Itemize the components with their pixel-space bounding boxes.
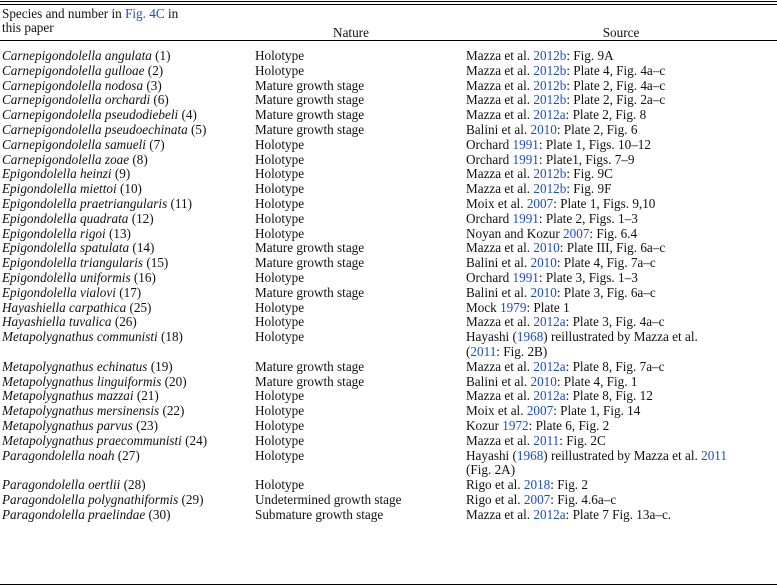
species-number: (26)	[111, 314, 137, 330]
species-number: (15)	[143, 255, 169, 271]
source-text: : Fig. 2B)	[496, 343, 548, 359]
species-number: (4)	[178, 107, 197, 123]
species-cell	[0, 108, 255, 123]
source-text: : Plate 2, Fig. 4a–c	[566, 77, 666, 93]
species-number: (6)	[150, 92, 169, 108]
source-year-link[interactable]: 1991	[512, 210, 539, 226]
header-nature: Nature	[333, 25, 369, 40]
table-row	[0, 360, 777, 375]
species-name: Metapolygnathus communisti	[2, 329, 158, 345]
nature-cell: Holotype	[255, 314, 305, 330]
source-year-link[interactable]: 2010	[530, 121, 557, 137]
source-text: Balini et al.	[466, 255, 531, 271]
nature-cell: Holotype	[255, 210, 305, 226]
table-row	[0, 419, 777, 434]
source-text: : Fig. 9A	[566, 48, 614, 63]
nature-cell: Holotype	[255, 48, 305, 63]
header-species	[2, 7, 232, 40]
source-year-link[interactable]: 2011	[701, 447, 727, 463]
species-cell	[0, 360, 255, 375]
source-cell	[466, 123, 777, 138]
source-year-link[interactable]: 2010	[530, 255, 557, 271]
species-name: Epigondolella triangularis	[2, 255, 144, 271]
species-number: (16)	[130, 269, 156, 285]
species-name: Carnepigondolella pseudodiebeli	[2, 107, 179, 123]
source-cell	[466, 389, 777, 404]
species-cell	[0, 449, 255, 464]
header-source: Source	[602, 25, 640, 40]
source-text: Mazza et al.	[466, 92, 534, 108]
species-name: Carnepigondolella samueli	[2, 136, 146, 152]
nature-cell: Holotype	[255, 225, 305, 241]
header-species-text-2: this paper	[2, 20, 54, 36]
species-number: (10)	[116, 181, 142, 197]
source-text: Mazza et al.	[466, 388, 534, 404]
nature-cell: Holotype	[255, 136, 305, 152]
source-text: ) reillustrated by Mazza et al.	[543, 329, 698, 345]
source-cell	[466, 79, 777, 94]
species-name: Metapolygnathus praecommunisti	[2, 432, 182, 448]
table-row	[0, 301, 777, 316]
species-name: Epigondolella praetriangularis	[2, 195, 168, 211]
source-cell	[466, 478, 777, 493]
source-text: : Plate 4, Fig. 1	[556, 373, 638, 389]
species-name: Epigondolella heinzi	[2, 166, 112, 182]
source-text: : Plate 1, Fig. 14	[553, 403, 641, 419]
source-year-link[interactable]: 2010	[530, 284, 557, 300]
source-cell	[466, 375, 777, 390]
source-cell	[466, 434, 777, 449]
table-row	[0, 167, 777, 182]
species-number: (2)	[144, 62, 164, 78]
source-text: Moix et al.	[466, 403, 527, 419]
nature-cell: Mature growth stage	[255, 284, 365, 300]
table-row	[0, 241, 777, 256]
nature-cell: Holotype	[255, 181, 305, 197]
source-text: : Plate 4, Fig. 4a–c	[566, 62, 666, 78]
source-cell	[466, 64, 777, 79]
source-text: Mazza et al.	[466, 181, 534, 197]
species-number: (1)	[151, 48, 171, 63]
table-row	[0, 182, 777, 197]
header-species-text: Species and number in	[2, 6, 126, 21]
nature-cell: Mature growth stage	[255, 373, 365, 389]
source-cell	[466, 138, 777, 153]
source-year-link[interactable]: 2011	[533, 432, 560, 448]
nature-cell: Submature growth stage	[255, 506, 384, 522]
source-cell	[466, 241, 777, 256]
empty-cell	[255, 345, 466, 360]
source-text: : Plate 8, Fig. 7a–c	[565, 358, 665, 374]
source-cell	[466, 449, 777, 464]
species-name: Paragondolella noah	[2, 447, 115, 463]
species-cell	[0, 375, 255, 390]
source-text: : Fig. 9F	[566, 181, 612, 197]
species-cell	[0, 197, 255, 212]
source-year-link[interactable]: 1968	[516, 329, 544, 345]
source-year-link[interactable]: 2007	[526, 403, 554, 419]
source-year-link[interactable]: 1991	[512, 269, 539, 285]
table-row	[0, 227, 777, 242]
species-cell	[0, 419, 255, 434]
species-cell	[0, 493, 255, 508]
source-cell-continued	[466, 345, 777, 360]
source-text: : Fig. 9C	[566, 166, 613, 182]
nature-cell: Mature growth stage	[255, 77, 365, 93]
source-text: Mazza et al.	[466, 240, 534, 256]
source-cell	[466, 197, 777, 212]
table-row	[0, 49, 777, 64]
nature-cell: Holotype	[255, 195, 305, 211]
species-name: Epigondolella vialovi	[2, 284, 116, 300]
nature-cell: Mature growth stage	[255, 358, 365, 374]
source-text: Mazza et al.	[466, 314, 534, 330]
source-cell	[466, 493, 777, 508]
species-number: (25)	[126, 299, 152, 315]
source-year-link[interactable]: 2007	[563, 225, 590, 241]
table-row	[0, 197, 777, 212]
species-cell	[0, 330, 255, 345]
source-text: Orchard	[466, 151, 513, 167]
species-cell	[0, 167, 255, 182]
source-text: ) reillustrated by Mazza et al.	[543, 447, 702, 463]
source-year-link[interactable]: 2012a	[533, 107, 566, 123]
source-text: : Plate 3, Figs. 1–3	[538, 269, 638, 285]
empty-cell	[255, 463, 466, 478]
species-cell	[0, 478, 255, 493]
header-rule	[0, 40, 777, 41]
source-text: Balini et al.	[466, 284, 531, 300]
source-text: : Plate 2, Figs. 1–3	[538, 210, 638, 226]
species-name: Carnepigondolella angulata	[2, 48, 152, 63]
table-row	[0, 434, 777, 449]
source-cell	[466, 286, 777, 301]
source-cell	[466, 227, 777, 242]
nature-cell: Mature growth stage	[255, 121, 365, 137]
source-text: Mazza et al.	[466, 48, 534, 63]
species-name: Epigondolella uniformis	[2, 269, 131, 285]
nature-cell: Holotype	[255, 447, 305, 463]
source-text: (	[466, 343, 471, 359]
table-row	[0, 256, 777, 271]
species-cell	[0, 241, 255, 256]
species-cell	[0, 404, 255, 419]
table-row	[0, 375, 777, 390]
top-rule	[0, 1, 777, 2]
source-cell	[466, 93, 777, 108]
table-row	[0, 493, 777, 508]
source-year-link[interactable]: 2012b	[533, 92, 567, 108]
species-cell	[0, 153, 255, 168]
nature-cell: Undetermined growth stage	[255, 491, 402, 507]
top-rule-double	[0, 4, 777, 5]
source-cell	[466, 315, 777, 330]
species-cell	[0, 508, 255, 523]
nature-cell: Holotype	[255, 388, 305, 404]
species-number: (21)	[133, 388, 159, 404]
nature-cell: Holotype	[255, 166, 305, 182]
source-cell	[466, 330, 777, 345]
species-name: Epigondolella miettoi	[2, 181, 117, 197]
source-text: : Plate 6, Fig. 2	[528, 417, 610, 433]
species-number: (9)	[111, 166, 131, 182]
source-year-link[interactable]: 2011	[470, 343, 497, 359]
table-row	[0, 93, 777, 108]
species-cell	[0, 64, 255, 79]
source-text: Mazza et al.	[466, 432, 534, 448]
source-year-link[interactable]: 2018	[523, 477, 551, 493]
source-text: Rigo et al.	[466, 491, 524, 507]
source-year-link[interactable]: 2012a	[533, 314, 566, 330]
source-text: Rigo et al.	[466, 477, 524, 493]
nature-cell: Holotype	[255, 269, 305, 285]
nature-cell: Mature growth stage	[255, 255, 365, 271]
nature-cell: Holotype	[255, 417, 305, 433]
table-row	[0, 286, 777, 301]
species-number: (11)	[167, 195, 192, 211]
species-cell	[0, 93, 255, 108]
source-text: : Plate 3, Fig. 6a–c	[556, 284, 656, 300]
source-cell-continued	[466, 463, 777, 478]
table-row	[0, 153, 777, 168]
source-text: Balini et al.	[466, 121, 531, 137]
source-text: Mazza et al.	[466, 358, 534, 374]
species-number: (23)	[132, 417, 159, 433]
bottom-rule	[0, 584, 777, 585]
source-year-link[interactable]: 2007	[526, 195, 554, 211]
source-text: Mazza et al.	[466, 506, 534, 522]
source-text: Moix et al.	[466, 195, 527, 211]
species-name: Metapolygnathus linguiformis	[2, 373, 162, 389]
source-text: Mock	[466, 299, 501, 315]
source-cell	[466, 167, 777, 182]
species-name: Metapolygnathus parvus	[2, 417, 133, 433]
source-text: Orchard	[466, 136, 513, 152]
source-year-link[interactable]: 2012a	[533, 388, 566, 404]
source-year-link[interactable]: 2012a	[533, 506, 566, 522]
source-text: : Plate III, Fig. 6a–c	[559, 240, 666, 256]
figure-link[interactable]: Fig. 4C	[125, 6, 165, 21]
species-cell	[0, 79, 255, 94]
species-name: Epigondolella spatulata	[2, 240, 130, 256]
species-cell	[0, 389, 255, 404]
source-text: Mazza et al.	[466, 77, 534, 93]
species-name: Epigondolella quadrata	[2, 210, 129, 226]
species-cell	[0, 256, 255, 271]
source-text: : Plate 3, Fig. 4a–c	[565, 314, 665, 330]
source-year-link[interactable]: 1991	[512, 151, 539, 167]
species-cell	[0, 271, 255, 286]
table-body	[0, 49, 777, 523]
source-year-link[interactable]: 1979	[500, 299, 527, 315]
species-number: (8)	[129, 151, 148, 167]
source-cell	[466, 271, 777, 286]
species-cell	[0, 286, 255, 301]
species-number: (18)	[157, 329, 183, 345]
table-row-continuation	[0, 463, 777, 478]
source-cell	[466, 49, 777, 64]
species-number: (19)	[147, 358, 173, 374]
source-cell	[466, 182, 777, 197]
nature-cell: Mature growth stage	[255, 240, 365, 256]
source-text: : Fig. 4.6a–c	[550, 491, 617, 507]
source-cell	[466, 212, 777, 227]
species-name: Carnepigondolella pseudoechinata	[2, 121, 188, 137]
table-row	[0, 449, 777, 464]
source-text: : Fig. 2	[550, 477, 588, 493]
table-row	[0, 64, 777, 79]
source-cell	[466, 108, 777, 123]
table-row	[0, 79, 777, 94]
empty-cell	[0, 345, 255, 360]
species-number: (28)	[120, 477, 146, 493]
source-text: Orchard	[466, 269, 513, 285]
species-name: Paragondolella oertlii	[2, 477, 121, 493]
species-name: Hayashiella carpathica	[2, 299, 127, 315]
source-text: : Plate 1, Figs. 9,10	[553, 195, 656, 211]
source-year-link[interactable]: 2007	[523, 491, 551, 507]
source-year-link[interactable]: 2012b	[533, 62, 567, 78]
species-cell	[0, 301, 255, 316]
species-number: (12)	[128, 210, 154, 226]
table-row	[0, 138, 777, 153]
nature-cell: Mature growth stage	[255, 92, 365, 108]
source-year-link[interactable]: 1968	[516, 447, 544, 463]
nature-cell: Holotype	[255, 403, 305, 419]
source-text: : Plate1, Figs. 7–9	[538, 151, 635, 167]
nature-cell: Holotype	[255, 432, 305, 448]
table-row	[0, 478, 777, 493]
species-number: (27)	[114, 447, 140, 463]
source-text: : Fig. 6.4	[589, 225, 638, 241]
source-text: : Plate 2, Fig. 6	[556, 121, 638, 137]
source-text: Hayashi (	[466, 329, 517, 345]
species-number: (29)	[178, 491, 204, 507]
species-cell	[0, 434, 255, 449]
table-row	[0, 123, 777, 138]
species-name: Metapolygnathus mazzai	[2, 388, 134, 404]
species-name: Paragondolella praelindae	[2, 506, 146, 522]
source-year-link[interactable]: 2012a	[533, 358, 566, 374]
source-year-link[interactable]: 2010	[533, 240, 560, 256]
source-year-link[interactable]: 1972	[502, 417, 529, 433]
source-year-link[interactable]: 2012b	[533, 166, 567, 182]
species-name: Metapolygnathus mersinensis	[2, 403, 160, 419]
species-number: (17)	[115, 284, 142, 300]
source-cell	[466, 360, 777, 375]
source-text: (Fig. 2A)	[466, 462, 516, 478]
species-cell	[0, 138, 255, 153]
source-year-link[interactable]: 2012b	[533, 77, 567, 93]
source-text: Mazza et al.	[466, 107, 534, 123]
species-number: (30)	[145, 506, 171, 522]
nature-cell: Holotype	[255, 62, 305, 78]
source-year-link[interactable]: 1991	[512, 136, 539, 152]
species-cell	[0, 49, 255, 64]
source-cell	[466, 256, 777, 271]
table-row	[0, 508, 777, 523]
species-number: (5)	[187, 121, 207, 137]
source-text: : Plate 1, Figs. 10–12	[538, 136, 651, 152]
species-name: Carnepigondolella orchardi	[2, 92, 151, 108]
nature-cell: Holotype	[255, 151, 305, 167]
source-text: Noyan and Kozur	[466, 225, 564, 241]
source-text: : Plate 7 Fig. 13a–c.	[565, 506, 672, 522]
nature-cell: Holotype	[255, 477, 305, 493]
source-cell	[466, 404, 777, 419]
species-number: (20)	[161, 373, 187, 389]
species-name: Metapolygnathus echinatus	[2, 358, 148, 374]
source-text: : Plate 2, Fig. 8	[565, 107, 647, 123]
source-text: Hayashi (	[466, 447, 517, 463]
species-name: Epigondolella rigoi	[2, 225, 106, 241]
species-number: (24)	[181, 432, 208, 448]
table-row	[0, 212, 777, 227]
source-year-link[interactable]: 2010	[530, 373, 557, 389]
species-cell	[0, 182, 255, 197]
nature-cell: Holotype	[255, 329, 305, 345]
species-number: (7)	[145, 136, 165, 152]
species-number: (3)	[143, 77, 162, 93]
species-cell	[0, 212, 255, 227]
source-text: Orchard	[466, 210, 513, 226]
species-name: Hayashiella tuvalica	[2, 314, 112, 330]
table-row	[0, 108, 777, 123]
table-row	[0, 271, 777, 286]
source-text: Mazza et al.	[466, 166, 534, 182]
header-species-text-end: in	[164, 6, 179, 21]
table-row	[0, 330, 777, 345]
source-year-link[interactable]: 2012b	[533, 48, 567, 63]
species-number: (22)	[159, 403, 185, 419]
species-number: (14)	[129, 240, 155, 256]
source-text: Balini et al.	[466, 373, 531, 389]
source-cell	[466, 419, 777, 434]
source-text: : Plate 2, Fig. 2a–c	[566, 92, 666, 108]
source-text: : Plate 1	[526, 299, 570, 315]
source-text: : Plate 4, Fig. 7a–c	[556, 255, 656, 271]
empty-cell	[0, 463, 255, 478]
source-cell	[466, 508, 777, 523]
source-text: : Fig. 2C	[559, 432, 606, 448]
species-number: (13)	[105, 225, 131, 241]
species-cell	[0, 123, 255, 138]
source-text: : Plate 8, Fig. 12	[565, 388, 653, 404]
source-cell	[466, 301, 777, 316]
table-row-continuation	[0, 345, 777, 360]
nature-cell: Holotype	[255, 299, 305, 315]
species-name: Carnepigondolella gulloae	[2, 62, 145, 78]
table-row	[0, 404, 777, 419]
table-row	[0, 389, 777, 404]
species-name: Carnepigondolella nodosa	[2, 77, 144, 93]
species-name: Paragondolella polygnathiformis	[2, 491, 179, 507]
table-row	[0, 315, 777, 330]
species-cell	[0, 315, 255, 330]
source-text: Kozur	[466, 417, 503, 433]
source-text: Mazza et al.	[466, 62, 534, 78]
source-year-link[interactable]: 2012b	[533, 181, 567, 197]
species-cell	[0, 227, 255, 242]
source-cell	[466, 153, 777, 168]
nature-cell: Mature growth stage	[255, 107, 365, 123]
species-name: Carnepigondolella zoae	[2, 151, 130, 167]
